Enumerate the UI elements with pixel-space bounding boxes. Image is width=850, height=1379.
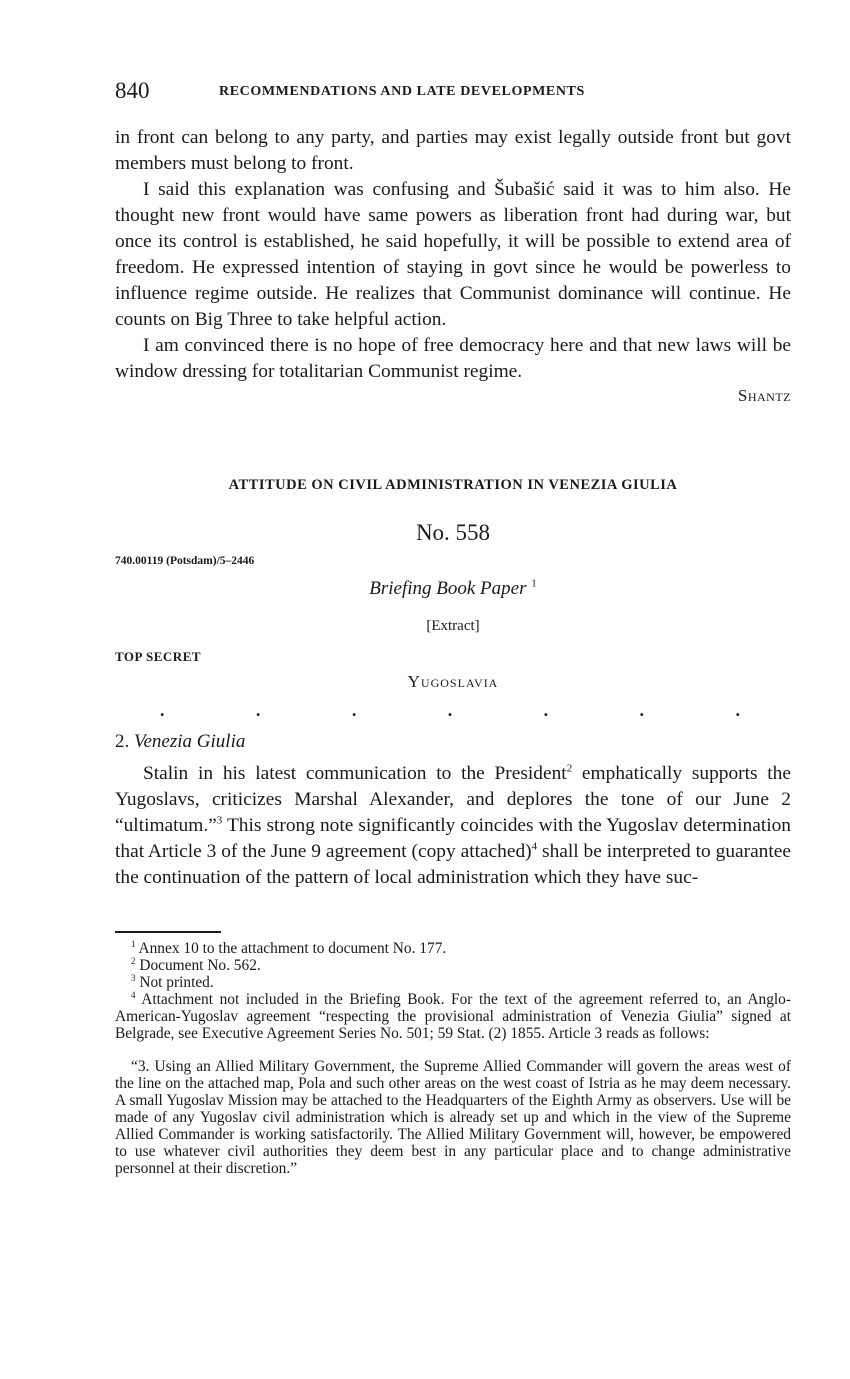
footnote-text: Not printed. bbox=[135, 974, 214, 991]
footnotes bbox=[115, 940, 791, 1177]
ellipsis-row bbox=[160, 700, 740, 721]
footnote-divider bbox=[115, 931, 221, 933]
footnote bbox=[115, 991, 791, 1042]
subsection-heading bbox=[115, 731, 245, 753]
paragraph-conclusion: I am convinced there is no hope of free democracy here and that new laws will be window dressing for totalitarian Communist regime. bbox=[115, 335, 791, 382]
footnote-mark: 2 bbox=[131, 955, 136, 966]
footnote-ref-4: 4 bbox=[531, 840, 538, 853]
ellipsis-dot: . bbox=[447, 700, 453, 720]
extract-label: [Extract] bbox=[426, 618, 480, 634]
document-title bbox=[115, 578, 791, 600]
quoted-article: “3. Using an Allied Military Government, the Supreme Allied Commander will govern the areas west of the line on the attached map, Pola and such other areas on the west coast of Istria as he may deem necessary. A small Yugoslav Mission may be attached to the Headquarters of the Eighth Army as observers. Use will be made of any Yugoslav civil administration which is already set up and which in the view of the Supreme Allied Commander is working satisfactorily. The Allied Military Government will, however, be empowered to use whatever civil authorities they deem best in any particular place and to change administrative personnel at their discretion.” bbox=[115, 1058, 791, 1177]
document-title-text: Briefing Book Paper bbox=[369, 578, 527, 599]
signature: Shantz bbox=[737, 386, 791, 405]
ellipsis-dot: . bbox=[543, 700, 549, 720]
footnote-text: Annex 10 to the attachment to document No. 177. bbox=[135, 940, 447, 957]
continued-text bbox=[115, 125, 791, 409]
country-heading: Yugoslavia bbox=[407, 672, 499, 691]
footnote bbox=[115, 974, 791, 991]
footnote-ref-2: 2 bbox=[566, 762, 573, 775]
ellipsis-dot: . bbox=[160, 700, 165, 720]
footnote-mark: 3 bbox=[131, 972, 136, 983]
page-number: 840 bbox=[115, 78, 150, 103]
classification-label: TOP SECRET bbox=[115, 649, 202, 664]
paragraph-text: emphatically supports the Yugoslavs, criticizes Marshal Alexander, and deplores the tone of our June 2 “ultimatum.” bbox=[115, 763, 791, 836]
footnote-mark: 4 bbox=[131, 989, 136, 1000]
footnote bbox=[115, 940, 791, 957]
subsection-title: Venezia Giulia bbox=[134, 731, 246, 752]
running-title: RECOMMENDATIONS AND LATE DEVELOPMENTS bbox=[219, 84, 585, 99]
file-reference: 740.00119 (Potsdam)/5–2446 bbox=[115, 555, 255, 567]
ellipsis-dot: . bbox=[639, 700, 645, 720]
footnote-mark: 1 bbox=[131, 938, 136, 949]
document-number: No. 558 bbox=[415, 520, 491, 545]
section-heading: ATTITUDE ON CIVIL ADMINISTRATION IN VENEZIA GIULIA bbox=[228, 477, 678, 493]
paragraph-text: This strong note significantly coincides with the Yugoslav determination that Article 3 of the June 9 agreement (copy attached) bbox=[115, 815, 791, 862]
footnote-text: Attachment not included in the Briefing Book. For the text of the agreement referred to, an Anglo-American-Yugoslav agreement “respecting the provisional administration of Venezia Giulia” signed at Belgrade, see Executive Agreement Series No. 501; 59 Stat. (2) 1855. Article 3 reads as follows: bbox=[115, 991, 791, 1042]
footnote bbox=[115, 957, 791, 974]
paragraph-continued: in front can belong to any party, and parties may exist legally outside front but govt members must belong to front. bbox=[115, 127, 791, 174]
footnote-text: Document No. 562. bbox=[135, 957, 261, 974]
paragraph-text: Stalin in his latest communication to the President bbox=[143, 763, 567, 784]
footnote-ref-3: 3 bbox=[216, 814, 223, 827]
ellipsis-dot: . bbox=[255, 700, 261, 720]
subsection-number: 2. bbox=[115, 731, 130, 752]
ellipsis-dot: . bbox=[735, 700, 740, 720]
paragraph-venezia-giulia bbox=[115, 761, 791, 891]
page-header bbox=[115, 78, 791, 104]
ellipsis-dot: . bbox=[351, 700, 357, 720]
paragraph-subasic: I said this explanation was confusing and Šubašić said it was to him also. He thought new front would have same powers as liberation front had during war, but once its control is established, he said hopefully, it will be possible to extend area of freedom. He expressed intention of staying in govt since he would be powerless to influence regime outside. He realizes that Communist dominance will continue. He counts on Big Three to take helpful action. bbox=[115, 179, 791, 330]
footnote-ref-1: 1 bbox=[531, 577, 537, 590]
paragraph-text: shall be interpreted to guarantee the continuation of the pattern of local administration which they have suc- bbox=[115, 841, 791, 888]
